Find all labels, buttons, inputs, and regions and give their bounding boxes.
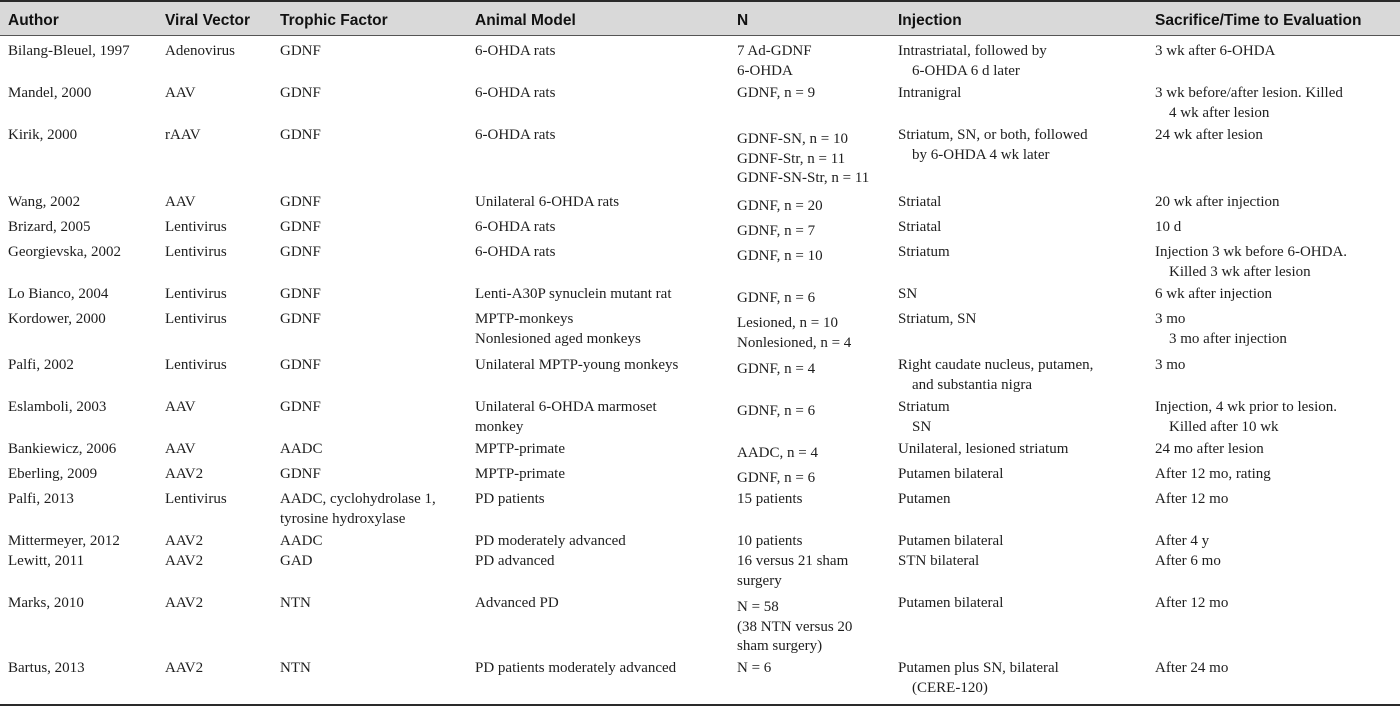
- cell-line: MPTP-primate: [475, 466, 565, 482]
- cell-factor: [280, 465, 321, 485]
- cell-time: [1155, 594, 1228, 614]
- cell-line: Lenti-A30P synuclein mutant rat: [475, 286, 672, 302]
- cell-line: Intranigral: [898, 85, 962, 101]
- cell-factor: [280, 594, 311, 614]
- cell-n: [737, 598, 852, 657]
- cell-line: Unilateral MPTP-young monkeys: [475, 357, 679, 373]
- cell-line: 6-OHDA rats: [475, 85, 556, 101]
- cell-n: [737, 532, 802, 552]
- cell-line: GDNF: [280, 286, 321, 302]
- cell-line: SN: [912, 418, 932, 435]
- cell-injection: [898, 42, 1047, 81]
- cell-line: AAV2: [165, 595, 204, 611]
- cell-n: [737, 659, 771, 679]
- column-header-trophic-factor: Trophic Factor: [280, 12, 388, 29]
- cell-line: AADC: [280, 441, 323, 457]
- cell-n: [737, 222, 815, 242]
- cell-line: GDNF-SN-Str, n = 11: [737, 170, 870, 186]
- cell-factor: [280, 398, 321, 418]
- cell-line: AAV: [165, 399, 196, 415]
- cell-line: NTN: [280, 595, 311, 611]
- cell-line: GDNF: [280, 43, 321, 59]
- cell-line: After 12 mo: [1155, 595, 1229, 611]
- cell-injection: [898, 310, 976, 330]
- cell-model: [475, 490, 545, 510]
- cell-n: [737, 130, 869, 189]
- cell-line: N = 6: [737, 660, 772, 676]
- cell-line: PD advanced: [475, 553, 555, 569]
- cell-line: GDNF: [280, 466, 321, 482]
- cell-factor: [280, 243, 321, 263]
- cell-n: [737, 469, 815, 489]
- cell-time: [1155, 440, 1264, 460]
- cell-model: [475, 193, 619, 213]
- cell-line: Striatal: [898, 194, 942, 210]
- cell-author: [8, 356, 74, 376]
- cell-line: GDNF: [280, 194, 321, 210]
- cell-line: After 4 y: [1155, 533, 1210, 549]
- bottom-rule: [0, 704, 1400, 706]
- cell-line: 6-OHDA rats: [475, 219, 556, 235]
- cell-n: [737, 42, 812, 81]
- cell-line: GDNF, n = 6: [737, 403, 816, 419]
- cell-line: by 6-OHDA 4 wk later: [912, 146, 1050, 163]
- cell-line: Lentivirus: [165, 286, 227, 302]
- cell-model: [475, 243, 555, 263]
- cell-line: 10 patients: [737, 533, 803, 549]
- cell-injection: [898, 552, 979, 572]
- column-header-sacrifice-time: Sacrifice/Time to Evaluation: [1155, 12, 1362, 29]
- cell-line: PD patients moderately advanced: [475, 660, 677, 676]
- cell-line: Bartus, 2013: [8, 660, 85, 676]
- cell-line: MPTP-primate: [475, 441, 565, 457]
- cell-line: Lesioned, n = 10: [737, 315, 838, 331]
- cell-line: sham surgery): [737, 638, 823, 654]
- cell-factor: [280, 84, 321, 104]
- cell-time: [1155, 356, 1185, 376]
- cell-model: [475, 356, 678, 376]
- cell-line: Lentivirus: [165, 219, 227, 235]
- column-header-animal-model: Animal Model: [475, 12, 576, 29]
- cell-line: Lentivirus: [165, 244, 227, 260]
- cell-line: AAV2: [165, 533, 204, 549]
- cell-factor: [280, 218, 321, 238]
- cell-line: rAAV: [165, 127, 201, 143]
- cell-n: [737, 289, 815, 309]
- cell-factor: [280, 532, 323, 552]
- cell-line: GDNF, n = 4: [737, 361, 816, 377]
- cell-line: GDNF: [280, 399, 321, 415]
- cell-vector: [165, 243, 227, 263]
- cell-vector: [165, 659, 203, 679]
- cell-vector: [165, 490, 227, 510]
- cell-n: [737, 490, 802, 510]
- cell-injection: [898, 532, 1003, 552]
- cell-line: Striatum, SN, or both, followed: [898, 127, 1088, 143]
- cell-author: [8, 126, 77, 146]
- cell-line: GDNF: [280, 219, 321, 235]
- cell-injection: [898, 356, 1093, 395]
- cell-line: AAV2: [165, 553, 204, 569]
- cell-line: GDNF: [280, 127, 321, 143]
- cell-vector: [165, 356, 227, 376]
- table-header: [0, 2, 1400, 36]
- cell-line: AAV2: [165, 466, 204, 482]
- cell-time: [1155, 465, 1271, 485]
- cell-line: Lewitt, 2011: [8, 553, 85, 569]
- cell-line: Putamen bilateral: [898, 533, 1004, 549]
- cell-model: [475, 126, 555, 146]
- cell-line: Palfi, 2013: [8, 491, 74, 507]
- cell-factor: [280, 356, 321, 376]
- cell-line: GDNF: [280, 357, 321, 373]
- cell-model: [475, 594, 559, 614]
- cell-line: 4 wk after lesion: [1169, 104, 1270, 121]
- cell-model: [475, 440, 565, 460]
- cell-line: Brizard, 2005: [8, 219, 91, 235]
- cell-injection: [898, 126, 1088, 165]
- cell-time: [1155, 285, 1272, 305]
- cell-factor: [280, 310, 321, 330]
- cell-line: Injection 3 wk before 6-OHDA.: [1155, 244, 1348, 260]
- cell-model: [475, 310, 641, 349]
- cell-vector: [165, 398, 196, 418]
- cell-n: [737, 247, 823, 267]
- cell-model: [475, 659, 676, 679]
- cell-line: GDNF, n = 6: [737, 470, 816, 486]
- cell-time: [1155, 193, 1280, 213]
- cell-line: GDNF-Str, n = 11: [737, 150, 846, 167]
- cell-line: Putamen bilateral: [898, 595, 1004, 611]
- cell-n: [737, 314, 851, 353]
- cell-factor: [280, 490, 436, 529]
- cell-line: Injection, 4 wk prior to lesion.: [1155, 399, 1338, 415]
- cell-vector: [165, 218, 227, 238]
- cell-model: [475, 42, 555, 62]
- cell-line: 6 wk after injection: [1155, 286, 1273, 302]
- cell-model: [475, 218, 555, 238]
- cell-line: Lo Bianco, 2004: [8, 286, 109, 302]
- cell-author: [8, 310, 106, 330]
- cell-time: [1155, 243, 1347, 282]
- cell-line: 24 mo after lesion: [1155, 441, 1264, 457]
- cell-line: GDNF-SN, n = 10: [737, 131, 848, 147]
- cell-line: MPTP-monkeys: [475, 311, 574, 327]
- cell-line: Intrastriatal, followed by: [898, 43, 1047, 59]
- cell-line: SN: [898, 286, 918, 302]
- cell-n: [737, 444, 818, 464]
- cell-author: [8, 490, 74, 510]
- cell-line: Killed after 10 wk: [1169, 418, 1279, 435]
- cell-line: Right caudate nucleus, putamen,: [898, 357, 1094, 373]
- cell-line: Putamen bilateral: [898, 466, 1004, 482]
- cell-line: PD patients: [475, 491, 545, 507]
- cell-time: [1155, 490, 1228, 510]
- cell-factor: [280, 42, 321, 62]
- cell-time: [1155, 84, 1343, 123]
- cell-factor: [280, 126, 321, 146]
- cell-line: (38 NTN versus 20: [737, 618, 853, 635]
- cell-model: [475, 398, 657, 437]
- cell-line: AAV: [165, 194, 196, 210]
- cell-line: Striatal: [898, 219, 942, 235]
- cell-line: 16 versus 21 sham: [737, 553, 849, 569]
- cell-line: Kordower, 2000: [8, 311, 106, 327]
- cell-line: GDNF: [280, 85, 321, 101]
- cell-line: After 12 mo, rating: [1155, 466, 1271, 482]
- cell-author: [8, 659, 85, 679]
- cell-author: [8, 532, 120, 552]
- cell-vector: [165, 285, 227, 305]
- cell-line: Eslamboli, 2003: [8, 399, 107, 415]
- cell-line: AADC, n = 4: [737, 445, 818, 461]
- cell-time: [1155, 532, 1209, 552]
- cell-line: 10 d: [1155, 219, 1182, 235]
- cell-line: Advanced PD: [475, 595, 559, 611]
- cell-line: PD moderately advanced: [475, 533, 626, 549]
- cell-line: STN bilateral: [898, 553, 980, 569]
- cell-line: Bankiewicz, 2006: [8, 441, 117, 457]
- cell-author: [8, 552, 84, 572]
- cell-line: Unilateral, lesioned striatum: [898, 441, 1069, 457]
- cell-line: AAV2: [165, 660, 204, 676]
- cell-factor: [280, 659, 311, 679]
- cell-time: [1155, 42, 1275, 62]
- cell-line: 3 mo: [1155, 311, 1186, 327]
- cell-line: 15 patients: [737, 491, 803, 507]
- cell-factor: [280, 285, 321, 305]
- cell-line: GAD: [280, 553, 313, 569]
- cell-model: [475, 465, 565, 485]
- cell-line: Bilang-Bleuel, 1997: [8, 43, 130, 59]
- column-header-author: Author: [8, 12, 59, 29]
- cell-line: Killed 3 wk after lesion: [1169, 263, 1311, 280]
- cell-line: 3 mo: [1155, 357, 1186, 373]
- cell-injection: [898, 594, 1003, 614]
- cell-line: AADC: [280, 533, 323, 549]
- cell-n: [737, 402, 815, 422]
- cell-injection: [898, 490, 951, 510]
- cell-line: surgery: [737, 572, 782, 589]
- cell-line: 7 Ad-GDNF: [737, 43, 812, 59]
- cell-line: GDNF, n = 9: [737, 85, 816, 101]
- cell-vector: [165, 42, 235, 62]
- cell-n: [737, 552, 848, 591]
- cell-author: [8, 218, 90, 238]
- cell-injection: [898, 218, 941, 238]
- cell-line: Putamen plus SN, bilateral: [898, 660, 1059, 676]
- cell-line: Lentivirus: [165, 311, 227, 327]
- cell-time: [1155, 126, 1263, 146]
- cell-line: After 12 mo: [1155, 491, 1229, 507]
- cell-factor: [280, 193, 321, 213]
- cell-line: 6-OHDA rats: [475, 43, 556, 59]
- cell-line: GDNF, n = 7: [737, 223, 816, 239]
- cell-line: After 24 mo: [1155, 660, 1229, 676]
- cell-line: 3 mo after injection: [1169, 330, 1287, 347]
- cell-time: [1155, 218, 1181, 238]
- cell-line: GDNF: [280, 244, 321, 260]
- cell-line: Striatum, SN: [898, 311, 977, 327]
- cell-line: AAV: [165, 441, 196, 457]
- cell-time: [1155, 310, 1287, 349]
- cell-line: Eberling, 2009: [8, 466, 98, 482]
- cell-line: 6-OHDA 6 d later: [912, 62, 1020, 79]
- cell-injection: [898, 440, 1068, 460]
- cell-line: Mittermeyer, 2012: [8, 533, 120, 549]
- cell-line: GDNF, n = 20: [737, 198, 823, 214]
- cell-injection: [898, 465, 1003, 485]
- cell-time: [1155, 659, 1228, 679]
- cell-line: 6-OHDA rats: [475, 244, 556, 260]
- cell-time: [1155, 398, 1337, 437]
- cell-line: Wang, 2002: [8, 194, 81, 210]
- cell-vector: [165, 126, 201, 146]
- cell-line: Nonlesioned aged monkeys: [475, 330, 641, 347]
- cell-vector: [165, 310, 227, 330]
- cell-author: [8, 594, 84, 614]
- cell-n: [737, 84, 815, 104]
- cell-line: Adenovirus: [165, 43, 235, 59]
- cell-vector: [165, 552, 203, 572]
- cell-line: After 6 mo: [1155, 553, 1221, 569]
- cell-author: [8, 285, 108, 305]
- cell-injection: [898, 193, 941, 213]
- cell-line: monkey: [475, 418, 524, 435]
- cell-vector: [165, 440, 196, 460]
- cell-line: Georgievska, 2002: [8, 244, 122, 260]
- cell-line: 6-OHDA: [737, 62, 793, 79]
- cell-line: Marks, 2010: [8, 595, 84, 611]
- cell-line: 6-OHDA rats: [475, 127, 556, 143]
- cell-vector: [165, 594, 203, 614]
- cell-line: GDNF: [280, 311, 321, 327]
- cell-author: [8, 193, 80, 213]
- cell-line: N = 58: [737, 599, 779, 615]
- cell-line: GDNF, n = 10: [737, 248, 823, 264]
- cell-line: Kirik, 2000: [8, 127, 78, 143]
- cell-line: GDNF, n = 6: [737, 290, 816, 306]
- cell-model: [475, 285, 672, 305]
- cell-line: and substantia nigra: [912, 376, 1032, 393]
- cell-model: [475, 552, 555, 572]
- cell-line: AAV: [165, 85, 196, 101]
- cell-n: [737, 360, 815, 380]
- cell-line: Striatum: [898, 399, 950, 415]
- cell-line: 20 wk after injection: [1155, 194, 1280, 210]
- cell-vector: [165, 532, 203, 552]
- cell-line: Lentivirus: [165, 357, 227, 373]
- cell-line: Nonlesioned, n = 4: [737, 334, 852, 351]
- cell-line: (CERE-120): [912, 679, 988, 696]
- cell-line: 24 wk after lesion: [1155, 127, 1263, 143]
- column-header-viral-vector: Viral Vector: [165, 12, 251, 29]
- cell-injection: [898, 243, 950, 263]
- cell-author: [8, 398, 106, 418]
- cell-vector: [165, 84, 196, 104]
- cell-model: [475, 84, 555, 104]
- cell-line: Mandel, 2000: [8, 85, 92, 101]
- cell-injection: [898, 285, 917, 305]
- cell-n: [737, 197, 823, 217]
- cell-injection: [898, 659, 1059, 698]
- cell-vector: [165, 465, 203, 485]
- cell-model: [475, 532, 626, 552]
- cell-line: tyrosine hydroxylase: [280, 510, 406, 527]
- cell-line: Striatum: [898, 244, 950, 260]
- cell-line: Unilateral 6-OHDA rats: [475, 194, 620, 210]
- cell-injection: [898, 84, 961, 104]
- cell-line: Unilateral 6-OHDA marmoset: [475, 399, 657, 415]
- cell-line: Putamen: [898, 491, 951, 507]
- cell-line: Palfi, 2002: [8, 357, 74, 373]
- column-header-n: N: [737, 12, 749, 29]
- cell-line: 3 wk before/after lesion. Killed: [1155, 85, 1343, 101]
- cell-author: [8, 440, 116, 460]
- cell-author: [8, 84, 91, 104]
- cell-line: 3 wk after 6-OHDA: [1155, 43, 1276, 59]
- cell-line: NTN: [280, 660, 311, 676]
- cell-factor: [280, 440, 323, 460]
- cell-line: Lentivirus: [165, 491, 227, 507]
- cell-factor: [280, 552, 313, 572]
- cell-injection: [898, 398, 950, 437]
- cell-author: [8, 243, 121, 263]
- cell-time: [1155, 552, 1221, 572]
- cell-author: [8, 465, 97, 485]
- cell-line: AADC, cyclohydrolase 1,: [280, 491, 436, 507]
- column-header-injection: Injection: [898, 12, 962, 29]
- cell-vector: [165, 193, 196, 213]
- cell-author: [8, 42, 130, 62]
